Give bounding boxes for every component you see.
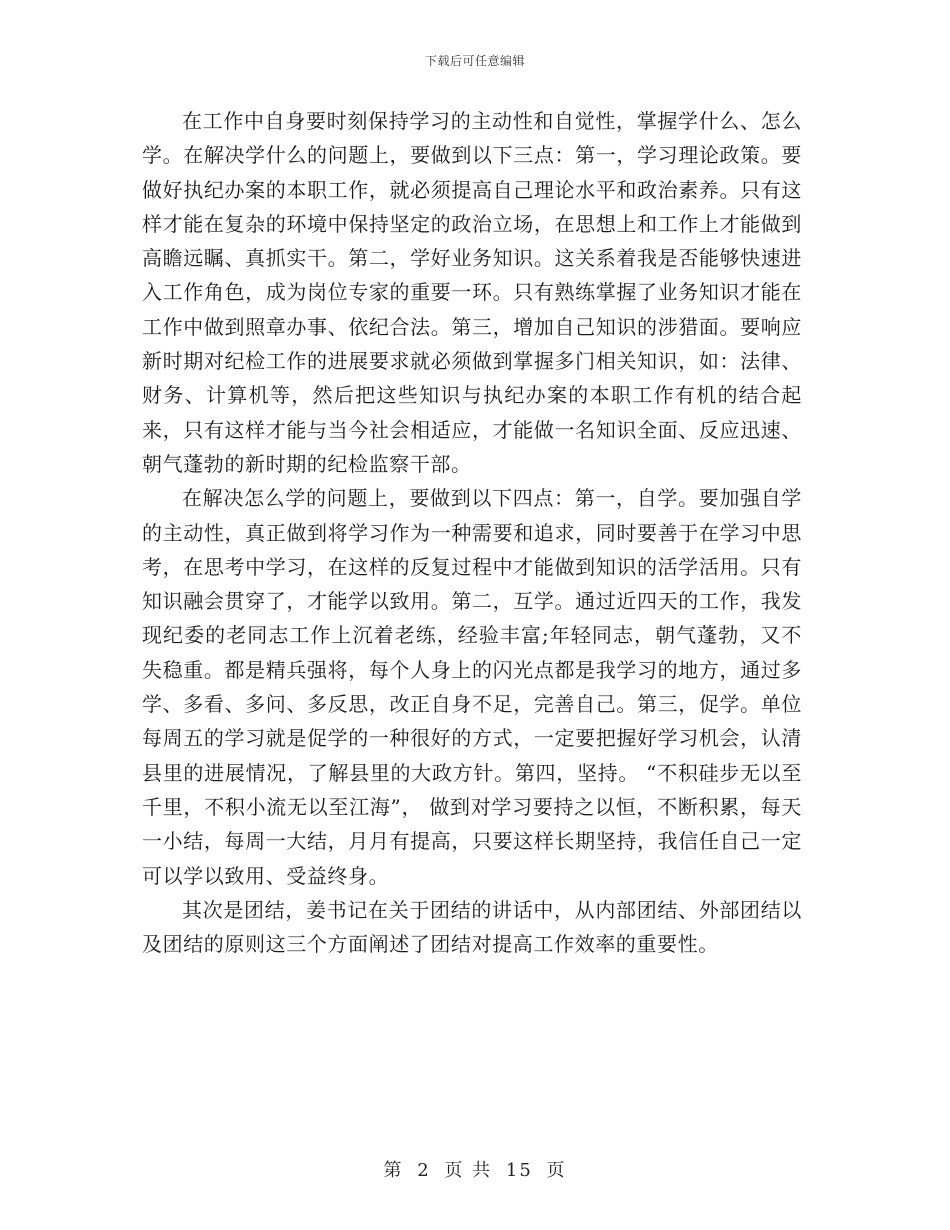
page-header: 下载后可任意编辑: [424, 54, 525, 68]
page-footer: [0, 1156, 950, 1182]
footer-page-number: 2: [417, 1160, 431, 1181]
footer-total-pages: 15: [505, 1160, 533, 1181]
paragraph-3: 其次是团结，姜书记在关于团结的讲话中，从内部团结、外部团结以及团结的原则这三个方面阐述了团结对提高工作效率的重要性。: [142, 897, 802, 957]
footer-prefix: 第: [383, 1160, 404, 1181]
paragraph-2: 在解决怎么学的问题上，要做到以下四点：第一，自学。要加强自学的主动性，真正做到将学习作为一种需要和追求，同时要善于在学习中思考，在思考中学习，在这样的反复过程中才能做到知识的活学活用。只有知识融会贯穿了，才能学以致用。第二，互学。通过近四天的工作，我发现纪委的老同志工作上沉着老练，经验丰富;年轻同志，朝气蓬勃，又不失稳重。都是精兵强将，每个人身上的闪光点都是我学习的地方，通过多学、多看、多问、多反思，改正自身不足，完善自己。第三，促学。单位每周五的学习就是促学的一种很好的方式，一定要把握好学习机会，认清县里的进展情况，了解县里的大政方针。第四，坚持。 “不积硅步无以至千里，不积小流无以至江海”， 做到对学习要持之以恒，不断积累，每天一小结，每周一大结，月月有提高，只要这样长期坚持，我信任自己一定可以学以致用、受益终身。: [142, 486, 802, 888]
footer-suffix: 页: [546, 1160, 567, 1181]
document-body: [142, 104, 802, 961]
footer-middle: 页 共: [444, 1160, 493, 1181]
paragraph-1: 在工作中自身要时刻保持学习的主动性和自觉性，掌握学什么、怎么学。在解决学什么的问题上，要做到以下三点：第一，学习理论政策。要做好执纪办案的本职工作，就必须提高自己理论水平和政治素养。只有这样才能在复杂的环境中保持坚定的政治立场，在思想上和工作上才能做到高瞻远瞩、真抓实干。第二，学好业务知识。这关系着我是否能够快速进入工作角色，成为岗位专家的重要一环。只有熟练掌握了业务知识才能在工作中做到照章办事、依纪合法。第三，增加自己知识的涉猎面。要响应新时期对纪检工作的进展要求就必须做到掌握多门相关知识，如：法律、财务、计算机等，然后把这些知识与执纪办案的本职工作有机的结合起来，只有这样才能与当今社会相适应，才能做一名知识全面、反应迅速、朝气蓬勃的新时期的纪检监察干部。: [142, 109, 802, 476]
